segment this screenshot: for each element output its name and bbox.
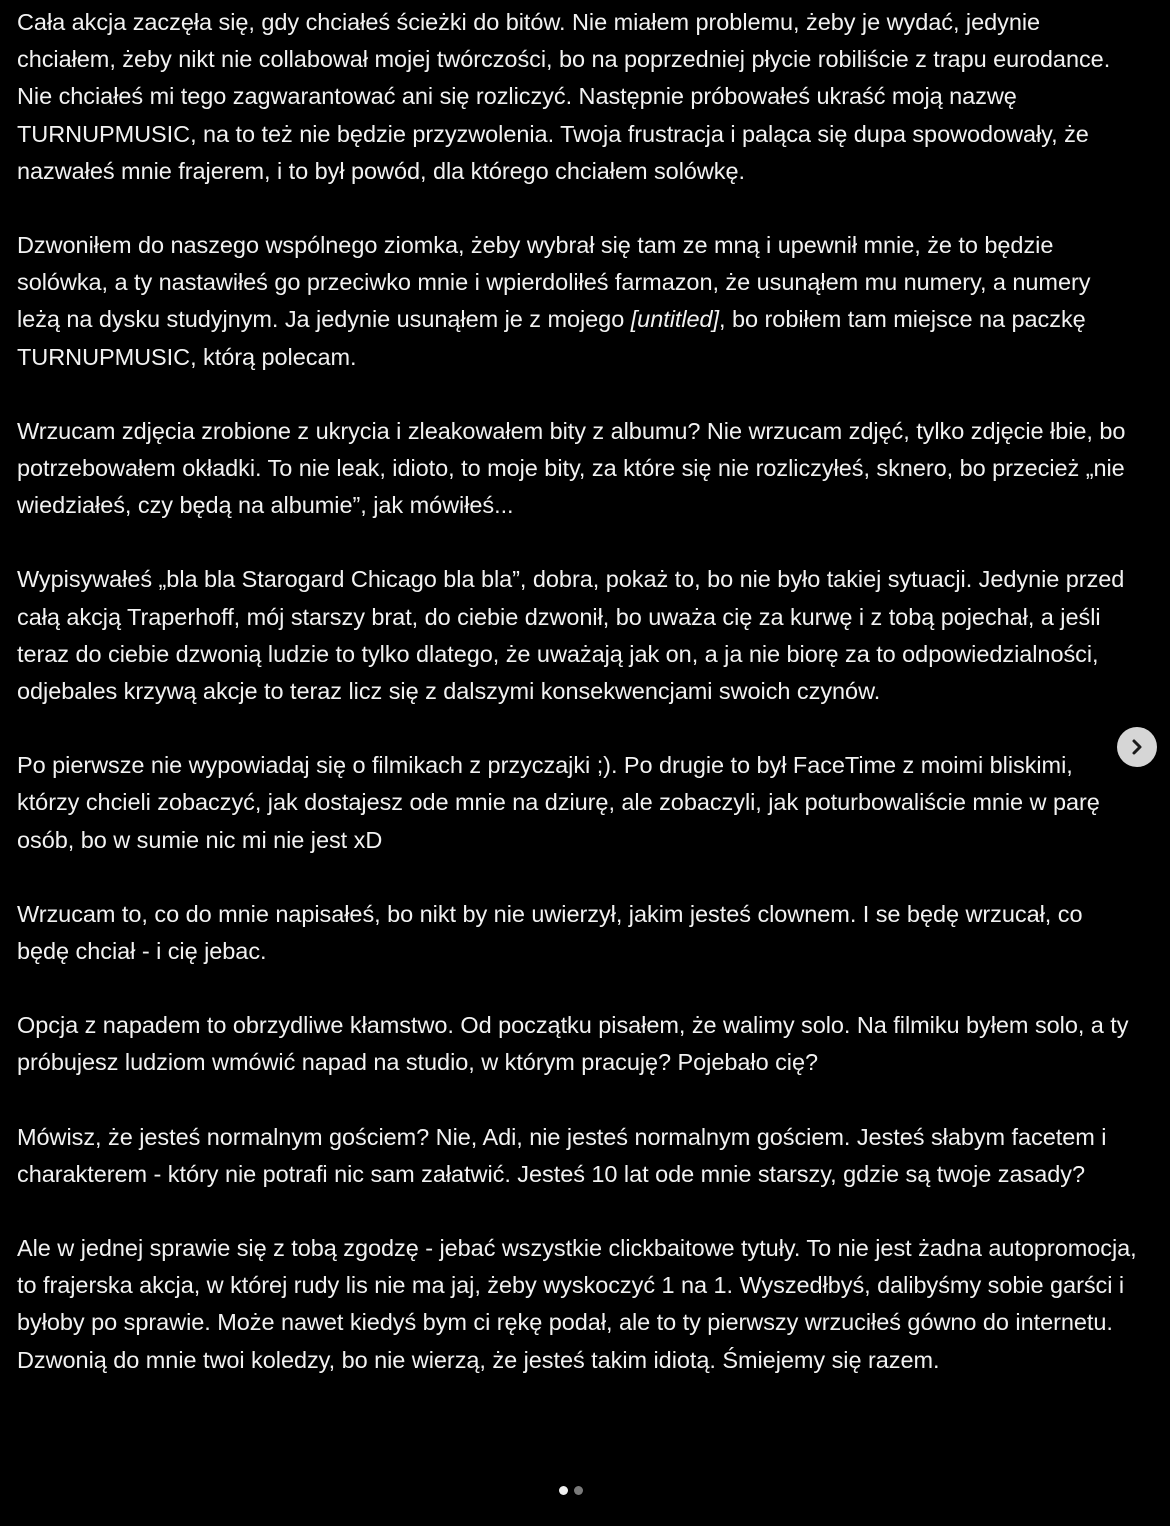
text-segment: Opcja z napadem to obrzydliwe kłamstwo. Od początku pisałem, że walimy solo. Na filmiku byłem solo, a ty próbujesz ludziom wmówić napad na studio, w którym pracuję? Pojebało cię? (17, 1012, 1129, 1076)
carousel-next-button[interactable] (1117, 727, 1157, 767)
italic-text: [untitled] (630, 306, 720, 333)
chevron-right-icon (1127, 737, 1147, 757)
paragraph-9 (17, 1230, 1137, 1379)
paragraph-6 (17, 896, 1137, 970)
text-segment: Dzwoniłem do naszego wspólnego ziomka, żeby wybrał się tam ze mną i upewnił mnie, że to będzie solówka, a ty nastawiłeś go przeciwko mnie i wpierdoliłeś farmazon, że usunąłem mu numery, a numery leżą na dysku studyjnym. Ja jedynie usunąłem je z mojego (17, 232, 1091, 333)
text-segment: Wypisywałeś „bla bla Starogard Chicago bla bla”, dobra, pokaż to, bo nie było takiej sytuacji. Jedynie przed całą akcją Traperhoff, mój starszy brat, do ciebie dzwonił, bo uważa cię za kurwę i z tobą pojechał, a jeśli teraz do ciebie dzwonią ludzie to tylko dlatego, że uważają jak on, a ja nie biorę za to odpowiedzialności, odjebales krzywą akcje to teraz licz się z dalszymi konsekwencjami swoich czynów. (17, 566, 1125, 705)
carousel-dot[interactable] (574, 1486, 583, 1495)
paragraph-7 (17, 1007, 1137, 1081)
post-text (17, 4, 1137, 1416)
text-segment: Mówisz, że jesteś normalnym gościem? Nie, Adi, nie jesteś normalnym gościem. Jesteś słabym facetem i charakterem - który nie potrafi nic sam załatwić. Jesteś 10 lat ode mnie starszy, gdzie są twoje zasady? (17, 1123, 1107, 1187)
text-segment: Wrzucam zdjęcia zrobione z ukrycia i zleakowałem bity z albumu? Nie wrzucam zdjęć, tylko zdjęcie łbie, bo potrzebowałem okładki. To nie leak, idioto, to moje bity, za które się nie rozliczyłeś, sknero, bo przecież „nie wiedziałeś, czy będą na albumie”, jak mówiłeś... (17, 417, 1126, 519)
paragraph-8 (17, 1119, 1137, 1193)
paragraph-1 (17, 4, 1137, 190)
paragraph-2 (17, 227, 1137, 376)
text-segment: Ale w jednej sprawie się z tobą zgodzę - jebać wszystkie clickbaitowe tytuły. To nie jest żadna autopromocja, to frajerska akcja, w której rudy lis nie ma jaj, żeby wyskoczyć 1 na 1. Wyszedłbyś, dalibyśmy sobie garści i byłoby po sprawie. Może nawet kiedyś bym ci rękę podał, ale to ty pierwszy wrzuciłeś gówno do internetu. Dzwonią do mnie twoi koledzy, bo nie wierzą, że jesteś takim idiotą. Śmiejemy się razem. (17, 1235, 1137, 1373)
paragraph-4 (17, 561, 1137, 710)
carousel-dot[interactable] (559, 1486, 568, 1495)
text-segment: Wrzucam to, co do mnie napisałeś, bo nikt by nie uwierzył, jakim jesteś clownem. I se będę wrzucał, co będę chciał - i cię jebac. (17, 900, 1083, 965)
paragraph-5 (17, 747, 1137, 859)
paragraph-3 (17, 413, 1137, 525)
text-segment: Cała akcja zaczęła się, gdy chciałeś ścieżki do bitów. Nie miałem problemu, żeby je wydać, jedynie chciałem, żeby nikt nie collabował mojej twórczości, bo na poprzedniej płycie robiliście z trapu eurodance. Nie chciałeś mi tego zagwarantować ani się rozliczyć. Następnie próbowałeś ukraść moją nazwę TURNUPMUSIC, na to też nie będzie przyzwolenia. Twoja frustracja i paląca się dupa spowodowały, że nazwałeś mnie frajerem, i to był powód, dla którego chciałem solówkę. (17, 9, 1111, 184)
carousel-pagination (559, 1486, 583, 1495)
text-segment: , bo robiłem tam miejsce na paczkę TURNUPMUSIC, którą polecam. (17, 306, 1086, 370)
text-segment: Po pierwsze nie wypowiadaj się o filmikach z przyczajki ;). Po drugie to był FaceTime z moimi bliskimi, którzy chcieli zobaczyć, jak dostajesz ode mnie na dziurę, ale zobaczyli, jak poturbowaliście mnie w parę osób, bo w sumie nic mi nie jest xD (17, 752, 1100, 853)
